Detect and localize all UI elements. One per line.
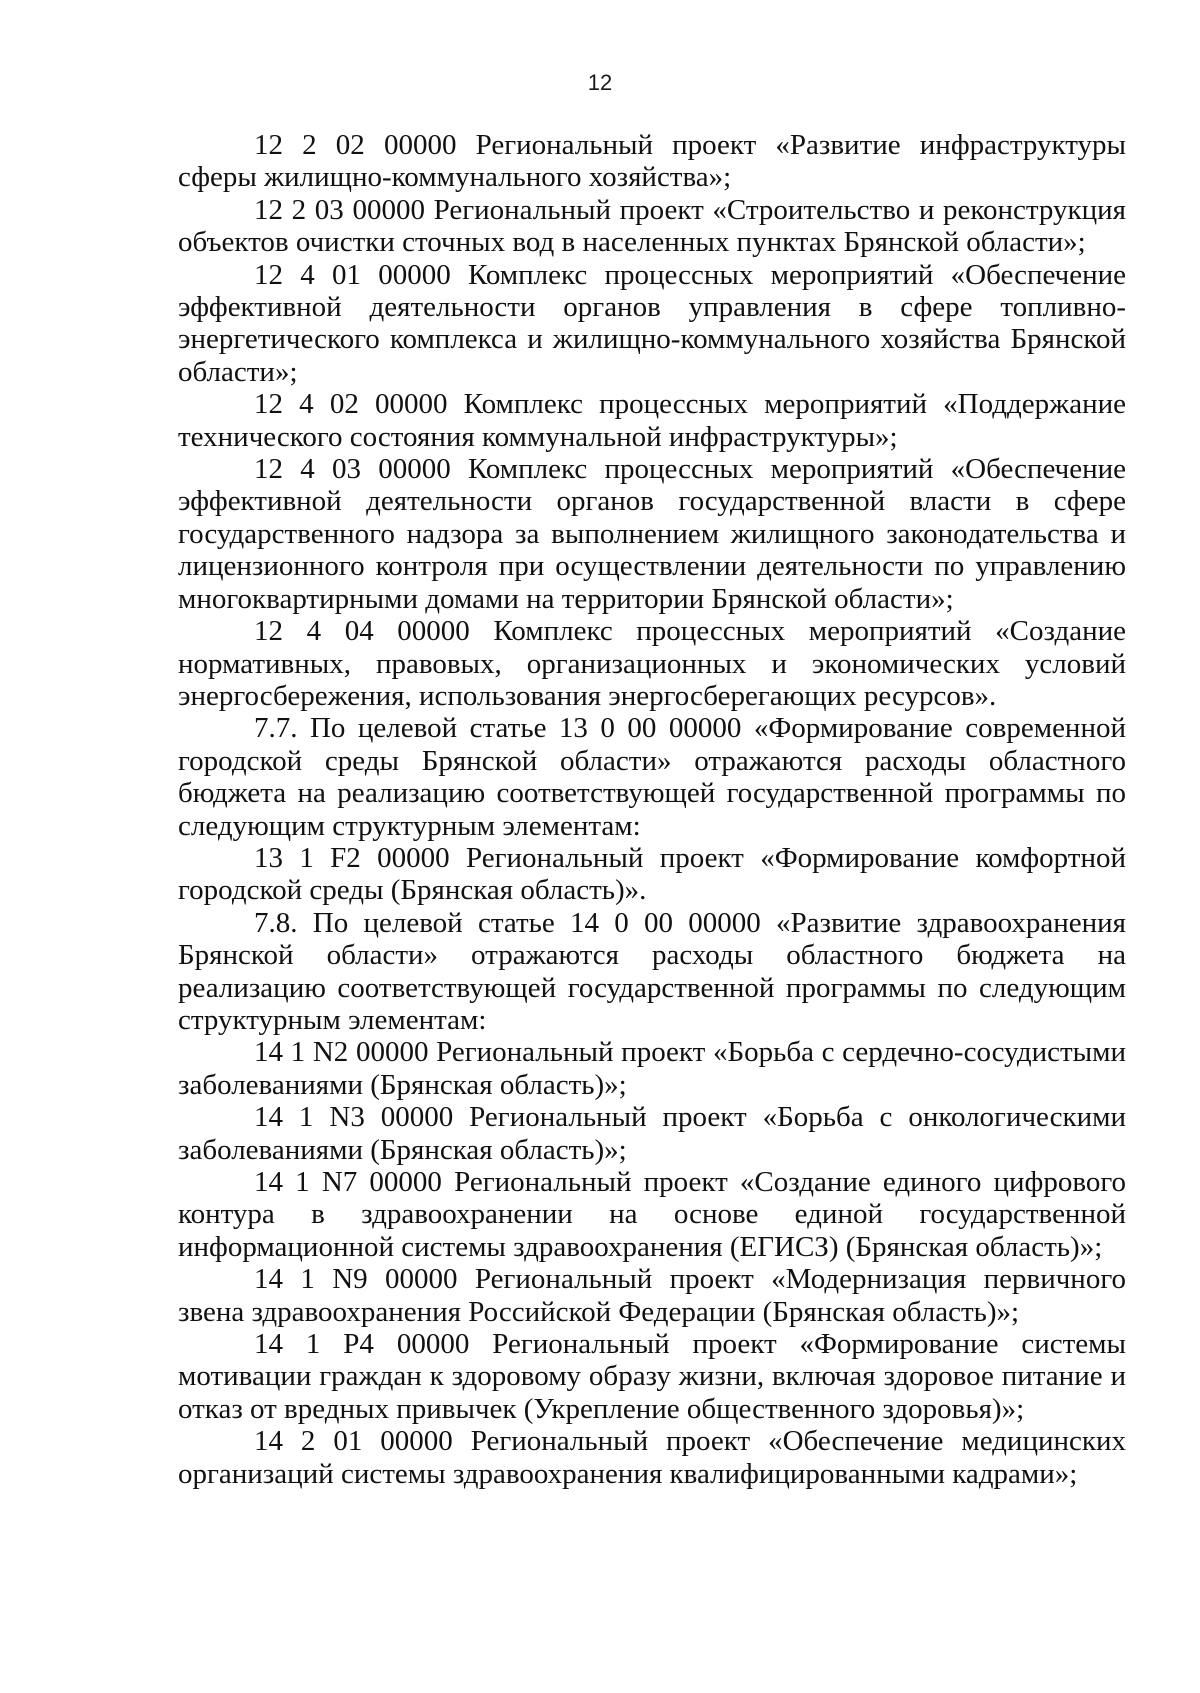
- paragraph-12-4-02: 12 4 02 00000 Комплекс процессных мероприятий «Поддержание технического состояния коммунальной инфраструктуры»;: [178, 388, 1126, 453]
- paragraph-13-1-f2: 13 1 F2 00000 Региональный проект «Формирование комфортной городской среды (Брянская область)».: [178, 841, 1126, 907]
- paragraph-12-4-04: 12 4 04 00000 Комплекс процессных мероприятий «Создание нормативных, правовых, организационных и экономических условий энергосбережения, использования энергосберегающих ресурсов».: [178, 615, 1126, 712]
- paragraph-12-4-01: 12 4 01 00000 Комплекс процессных мероприятий «Обеспечение эффективной деятельности органов управления в сфере топливно-энергетического комплекса и жилищно-коммунального хозяйства Брянской области»;: [178, 258, 1126, 388]
- paragraph-section-7-7: 7.7. По целевой статье 13 0 00 00000 «Формирование современной городской среды Брянской области» отражаются расходы областного бюджета на реализацию соответствующей государственной программы по следующим структурным элементам:: [178, 712, 1126, 842]
- page-number: 12: [587, 70, 613, 95]
- paragraph-12-2-03: 12 2 03 00000 Региональный проект «Строительство и реконструкция объектов очистки сточных вод в населенных пунктах Брянской области»;: [178, 193, 1126, 259]
- document-body: [178, 129, 1126, 1490]
- paragraph-14-1-p4: 14 1 P4 00000 Региональный проект «Формирование системы мотивации граждан к здоровому образу жизни, включая здоровое питание и отказ от вредных привычек (Укрепление общественного здоровья)»;: [178, 1328, 1126, 1425]
- paragraph-14-1-n9: 14 1 N9 00000 Региональный проект «Модернизация первичного звена здравоохранения Российской Федерации (Брянская область)»;: [178, 1263, 1126, 1328]
- paragraph-12-4-03: 12 4 03 00000 Комплекс процессных мероприятий «Обеспечение эффективной деятельности органов государственной власти в сфере государственного надзора за выполнением жилищного законодательства и лицензионного контроля при осуществлении деятельности по управлению многоквартирными домами на территории Брянской области»;: [178, 453, 1126, 615]
- paragraph-14-1-n7: 14 1 N7 00000 Региональный проект «Создание единого цифрового контура в здравоохранении на основе единой государственной информационной системы здравоохранения (ЕГИСЗ) (Брянская область)»;: [178, 1166, 1126, 1263]
- paragraph-14-1-n3: 14 1 N3 00000 Региональный проект «Борьба с онкологическими заболеваниями (Брянская область)»;: [178, 1101, 1126, 1166]
- paragraph-section-7-8: 7.8. По целевой статье 14 0 00 00000 «Развитие здравоохранения Брянской области» отражаются расходы областного бюджета на реализацию соответствующей государственной программы по следующим структурным элементам:: [178, 906, 1126, 1036]
- paragraph-14-2-01: 14 2 01 00000 Региональный проект «Обеспечение медицинских организаций системы здравоохранения квалифицированными кадрами»;: [178, 1425, 1126, 1490]
- paragraph-14-1-n2: 14 1 N2 00000 Региональный проект «Борьба с сердечно-сосудистыми заболеваниями (Брянская область)»;: [178, 1036, 1126, 1101]
- paragraph-12-2-02: 12 2 02 00000 Региональный проект «Развитие инфраструктуры сферы жилищно-коммунального хозяйства»;: [178, 129, 1126, 194]
